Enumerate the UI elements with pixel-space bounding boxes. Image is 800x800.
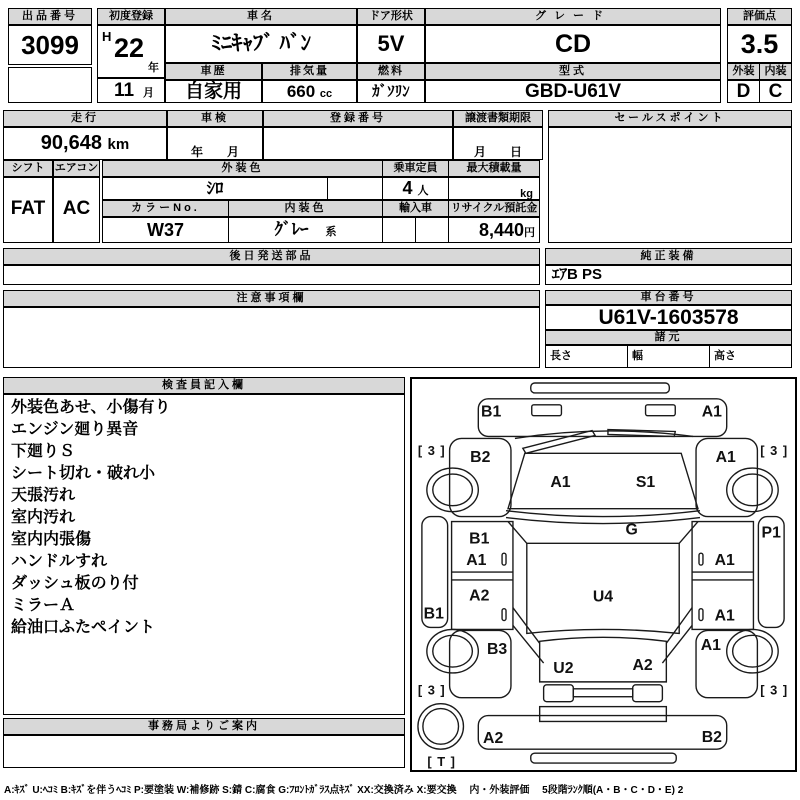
inspector-note-line: ハンドルすれ: [11, 553, 108, 570]
office-info: [3, 735, 405, 768]
fuel-label: 燃料: [357, 63, 425, 80]
door-hinge-right-2: [699, 609, 703, 621]
spec-height: 高さ: [709, 345, 792, 368]
capacity: 4 人: [382, 177, 449, 200]
damage-code-label: B1: [481, 403, 502, 421]
car-name: ﾐﾆｷｬﾌﾞ ﾊﾞﾝ: [165, 25, 357, 63]
sales-point-label: セールスポイント: [548, 110, 792, 127]
tailgate-bar: [573, 689, 632, 697]
mileage: 90,648 km: [3, 127, 167, 160]
spare-tire-inner: [423, 709, 459, 745]
car-name-label: 車名: [165, 8, 357, 25]
exterior-color-empty: [327, 177, 383, 200]
import-cell-1: [382, 217, 416, 243]
damage-code-label: U4: [592, 588, 614, 606]
mileage-label: 走行: [3, 110, 167, 127]
interior-color: ｸﾞﾚｰ 系: [228, 217, 383, 243]
damage-code-label: B1: [423, 605, 444, 623]
damage-code-label: B1: [469, 530, 490, 548]
exterior-color: ｼﾛ: [102, 177, 328, 200]
reg-year: 22: [114, 33, 145, 63]
later-parts-label: 後日発送部品: [3, 248, 540, 265]
damage-code-label: [ 3 ]: [760, 682, 789, 698]
door-shape: 5V: [357, 25, 425, 63]
damage-code-label: B2: [470, 449, 491, 467]
grade-label: グレード: [425, 8, 721, 25]
displacement: 660 cc: [262, 80, 357, 103]
era-letter: H: [102, 29, 112, 44]
door-divider-right: [692, 572, 753, 580]
max-load: kg: [448, 177, 540, 200]
interior-label: 内装: [759, 63, 792, 80]
sales-point: [548, 127, 792, 243]
history: 自家用: [165, 80, 262, 103]
import-cell-2: [415, 217, 449, 243]
spec-width: 幅: [627, 345, 710, 368]
score-label: 評価点: [727, 8, 792, 25]
inspector-notes-list: [4, 395, 404, 639]
score: 3.5: [727, 25, 792, 63]
oem-equipment: ｴｱB PS: [545, 265, 792, 285]
grade: CD: [425, 25, 721, 63]
first-registration-year: [97, 25, 165, 78]
inspector-note-line: 下廻りＳ: [11, 443, 76, 460]
damage-code-label: B2: [701, 729, 722, 747]
transfer-deadline: 月 日: [453, 127, 543, 160]
headlight-right: [646, 405, 676, 416]
damage-code-label: S1: [635, 473, 656, 491]
spec-label: 諸元: [545, 330, 792, 345]
wheel-front-left-inner: [433, 474, 473, 506]
damage-code-label: P1: [761, 524, 781, 542]
displacement-label: 排気量: [262, 63, 357, 80]
damage-code-label: U2: [553, 659, 574, 677]
diagram-damage-labels: [418, 404, 788, 769]
door-hinge-left-2: [502, 609, 506, 621]
shift: FAT: [3, 177, 53, 243]
transfer-deadline-label: 譲渡書類期限: [453, 110, 543, 127]
damage-code-label: [ T ]: [427, 754, 456, 769]
fuel: ｶﾞｿﾘﾝ: [357, 80, 425, 103]
damage-code-label: A1: [700, 637, 721, 655]
first-registration-month: 11 月: [97, 78, 165, 103]
inspector-note-line: ダッシュ板のり付: [11, 575, 139, 592]
inspector-note-line: エンジン廻り異音: [11, 421, 139, 438]
inspector-note-line: 給油口ふたペイント: [11, 619, 156, 636]
caution-notes: [3, 307, 540, 368]
wheel-rear-left-inner: [433, 635, 473, 667]
headlight-left: [532, 405, 562, 416]
inspector-notes-label: 検査員記入欄: [3, 377, 405, 394]
cowl-line-1: [506, 511, 700, 517]
damage-code-label: G: [625, 521, 638, 539]
chassis-number-label: 車台番号: [545, 290, 792, 305]
recycle-fee: 8,440円: [448, 217, 540, 243]
tailgate-lower: [540, 707, 667, 722]
inspector-notes: [3, 394, 405, 715]
first-registration-label: 初度登録: [97, 8, 165, 25]
inspector-note-line: シート切れ・破れ小: [11, 465, 156, 482]
later-parts: [3, 265, 540, 285]
wheel-rear-right-inner: [733, 635, 773, 667]
spare-tire: [418, 704, 464, 750]
shaken-label: 車検: [167, 110, 263, 127]
model-code: GBD-U61V: [425, 80, 721, 103]
lot-number-label: 出品番号: [8, 8, 92, 25]
damage-diagram-panel: [410, 377, 797, 772]
max-load-label: 最大積載量: [448, 160, 540, 177]
interior-color-label: 内装色: [228, 200, 383, 217]
damage-code-legend: A:ｷｽﾞ U:ﾍｺﾐ B:ｷｽﾞを伴うﾍｺﾐ P:要塗装 W:補修跡 S:錆 C:腐食 G:ﾌﾛﾝﾄｶﾞﾗｽ点ｷｽﾞ XX:交換済み X:要交換 内・外装評価 5段階ﾗﾝｸ順(A・B・C・D・E) 2: [4, 785, 684, 796]
chassis-number: U61V-1603578: [545, 305, 792, 330]
damage-code-label: A2: [469, 587, 490, 605]
door-shape-label: ドア形状: [357, 8, 425, 25]
damage-code-label: A1: [715, 449, 736, 467]
wiper-left: [523, 431, 595, 454]
inspector-note-line: 天張汚れ: [11, 487, 76, 504]
lot-number: 3099: [8, 25, 92, 65]
rear-bottom-bar: [531, 753, 676, 763]
interior-grade: C: [759, 80, 792, 103]
aircon-label: エアコン: [53, 160, 100, 177]
shift-label: シフト: [3, 160, 53, 177]
inspector-note-line: 室内内張傷: [11, 531, 92, 548]
damage-code-label: A1: [701, 403, 722, 421]
office-info-label: 事務局よりご案内: [3, 718, 405, 735]
exterior-grade: D: [727, 80, 760, 103]
inspector-note-line: ミラーＡ: [11, 597, 76, 614]
inspector-note-line: 室内汚れ: [11, 509, 76, 526]
color-no-label: カラーNo.: [102, 200, 229, 217]
damage-code-label: [ 3 ]: [760, 443, 789, 459]
wheel-front-right-inner: [733, 474, 773, 506]
windshield: [508, 453, 698, 508]
door-hinge-left-1: [502, 553, 506, 565]
damage-code-label: A1: [714, 552, 735, 570]
spec-length: 長さ: [545, 345, 628, 368]
oem-equipment-label: 純正装備: [545, 248, 792, 265]
history-label: 車歴: [165, 63, 262, 80]
damage-code-label: A2: [483, 730, 504, 748]
cowl-line-2: [506, 518, 700, 524]
tail-lamp-right: [633, 685, 663, 702]
registration-number-label: 登録番号: [263, 110, 453, 127]
damage-code-label: A1: [466, 552, 487, 570]
rear-bumper: [478, 716, 726, 750]
damage-code-label: A2: [632, 657, 653, 675]
door-hinge-right-1: [699, 553, 703, 565]
exterior-label: 外装: [727, 63, 760, 80]
inspector-note-line: 外装色あせ、小傷有り: [11, 399, 171, 416]
tail-lamp-left: [544, 685, 574, 702]
lot-empty-box: [8, 67, 92, 103]
door-divider-left: [452, 572, 513, 580]
year-unit: 年: [148, 62, 159, 74]
registration-number: [263, 127, 453, 160]
damage-code-label: A1: [550, 473, 571, 491]
car-damage-diagram: [412, 379, 795, 770]
damage-code-label: B3: [486, 641, 508, 659]
caution-label: 注意事項欄: [3, 290, 540, 307]
aircon: AC: [53, 177, 100, 243]
model-code-label: 型式: [425, 63, 721, 80]
recycle-fee-label: リサイクル預託金: [448, 200, 540, 217]
damage-code-label: [ 3 ]: [417, 682, 446, 698]
front-top-bar: [531, 383, 670, 393]
shaken-value: 年 月: [167, 127, 263, 160]
color-no: W37: [102, 217, 229, 243]
damage-code-label: [ 3 ]: [417, 443, 446, 459]
exterior-color-label: 外装色: [102, 160, 383, 177]
capacity-label: 乗車定員: [382, 160, 449, 177]
cowl-slants: [508, 522, 698, 544]
hood-edge: [515, 431, 693, 438]
import-label: 輸入車: [382, 200, 449, 217]
damage-code-label: A1: [714, 607, 735, 625]
